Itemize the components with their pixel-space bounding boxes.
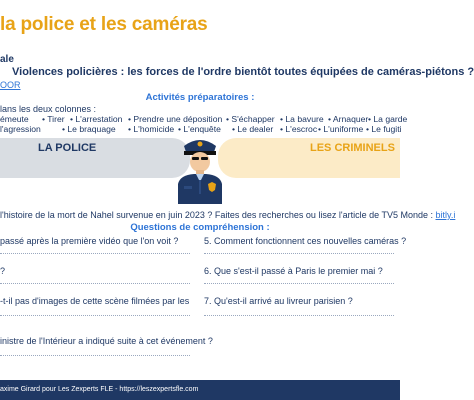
info-text bbox=[0, 210, 455, 220]
activities-heading: Activités préparatoires : bbox=[145, 92, 255, 103]
answer-line bbox=[0, 315, 190, 316]
word-item: émeute bbox=[0, 114, 29, 124]
word-item: • Tirer bbox=[42, 114, 65, 124]
word-item: • L'arrestation bbox=[70, 114, 123, 124]
footer-text: axime Girard pour Les Zexperts FLE - https://leszexpertsfle.com bbox=[0, 386, 199, 393]
criminals-column-label: LES CRIMINELS bbox=[310, 142, 395, 154]
word-item: • S'échapper bbox=[226, 114, 275, 124]
question-right: 7. Qu'est-il arrivé au livreur parisien ? bbox=[204, 296, 353, 306]
comprehension-heading: Questions de compréhension : bbox=[130, 222, 270, 233]
question-right: 5. Comment fonctionnent ces nouvelles caméras ? bbox=[204, 236, 407, 246]
police-officer-icon bbox=[170, 134, 230, 204]
word-item: • Le dealer bbox=[232, 124, 274, 134]
instruction-text: lans les deux colonnes : bbox=[0, 104, 97, 114]
word-item: • Prendre une déposition bbox=[128, 114, 223, 124]
question-left: ? bbox=[0, 266, 6, 276]
answer-line bbox=[204, 315, 394, 316]
answer-line bbox=[0, 253, 190, 254]
question-left: inistre de l'Intérieur a indiqué suite à cet événement ? bbox=[0, 336, 213, 346]
word-item: • Le fugiti bbox=[366, 124, 402, 134]
top-link[interactable]: OOR bbox=[0, 80, 21, 90]
article-headline: Violences policières : les forces de l'ordre bientôt toutes équipées de caméras-piétons ? bbox=[12, 66, 474, 78]
word-item: • Le braquage bbox=[62, 124, 116, 134]
answer-line bbox=[204, 283, 394, 284]
word-item: • La garde bbox=[368, 114, 408, 124]
info-text-body: l'histoire de la mort de Nahel survenue en juin 2023 ? Faites des recherches ou lisez l'article de TV5 Monde : bbox=[0, 210, 436, 220]
word-item: • L'enquête bbox=[178, 124, 221, 134]
word-item: l'agression bbox=[0, 124, 41, 134]
question-right: 6. Que s'est-il passé à Paris le premier mai ? bbox=[204, 266, 383, 276]
answer-line bbox=[0, 283, 190, 284]
answer-line bbox=[0, 355, 190, 356]
word-item: • L'uniforme bbox=[318, 124, 364, 134]
question-left: -t-il pas d'images de cette scène filmées par les bbox=[0, 296, 190, 306]
answer-line bbox=[204, 253, 394, 254]
question-left: passé après la première vidéo que l'on voit ? bbox=[0, 236, 179, 246]
article-link[interactable]: bitly.i bbox=[435, 210, 456, 220]
police-column-label: LA POLICE bbox=[38, 142, 97, 154]
subtitle: ale bbox=[0, 54, 14, 65]
page-title: la police et les caméras bbox=[0, 14, 208, 35]
word-item: • Arnaquer bbox=[328, 114, 369, 124]
word-item: • La bavure bbox=[280, 114, 324, 124]
word-item: • L'escroc bbox=[280, 124, 318, 134]
word-item: • L'homicide bbox=[128, 124, 175, 134]
